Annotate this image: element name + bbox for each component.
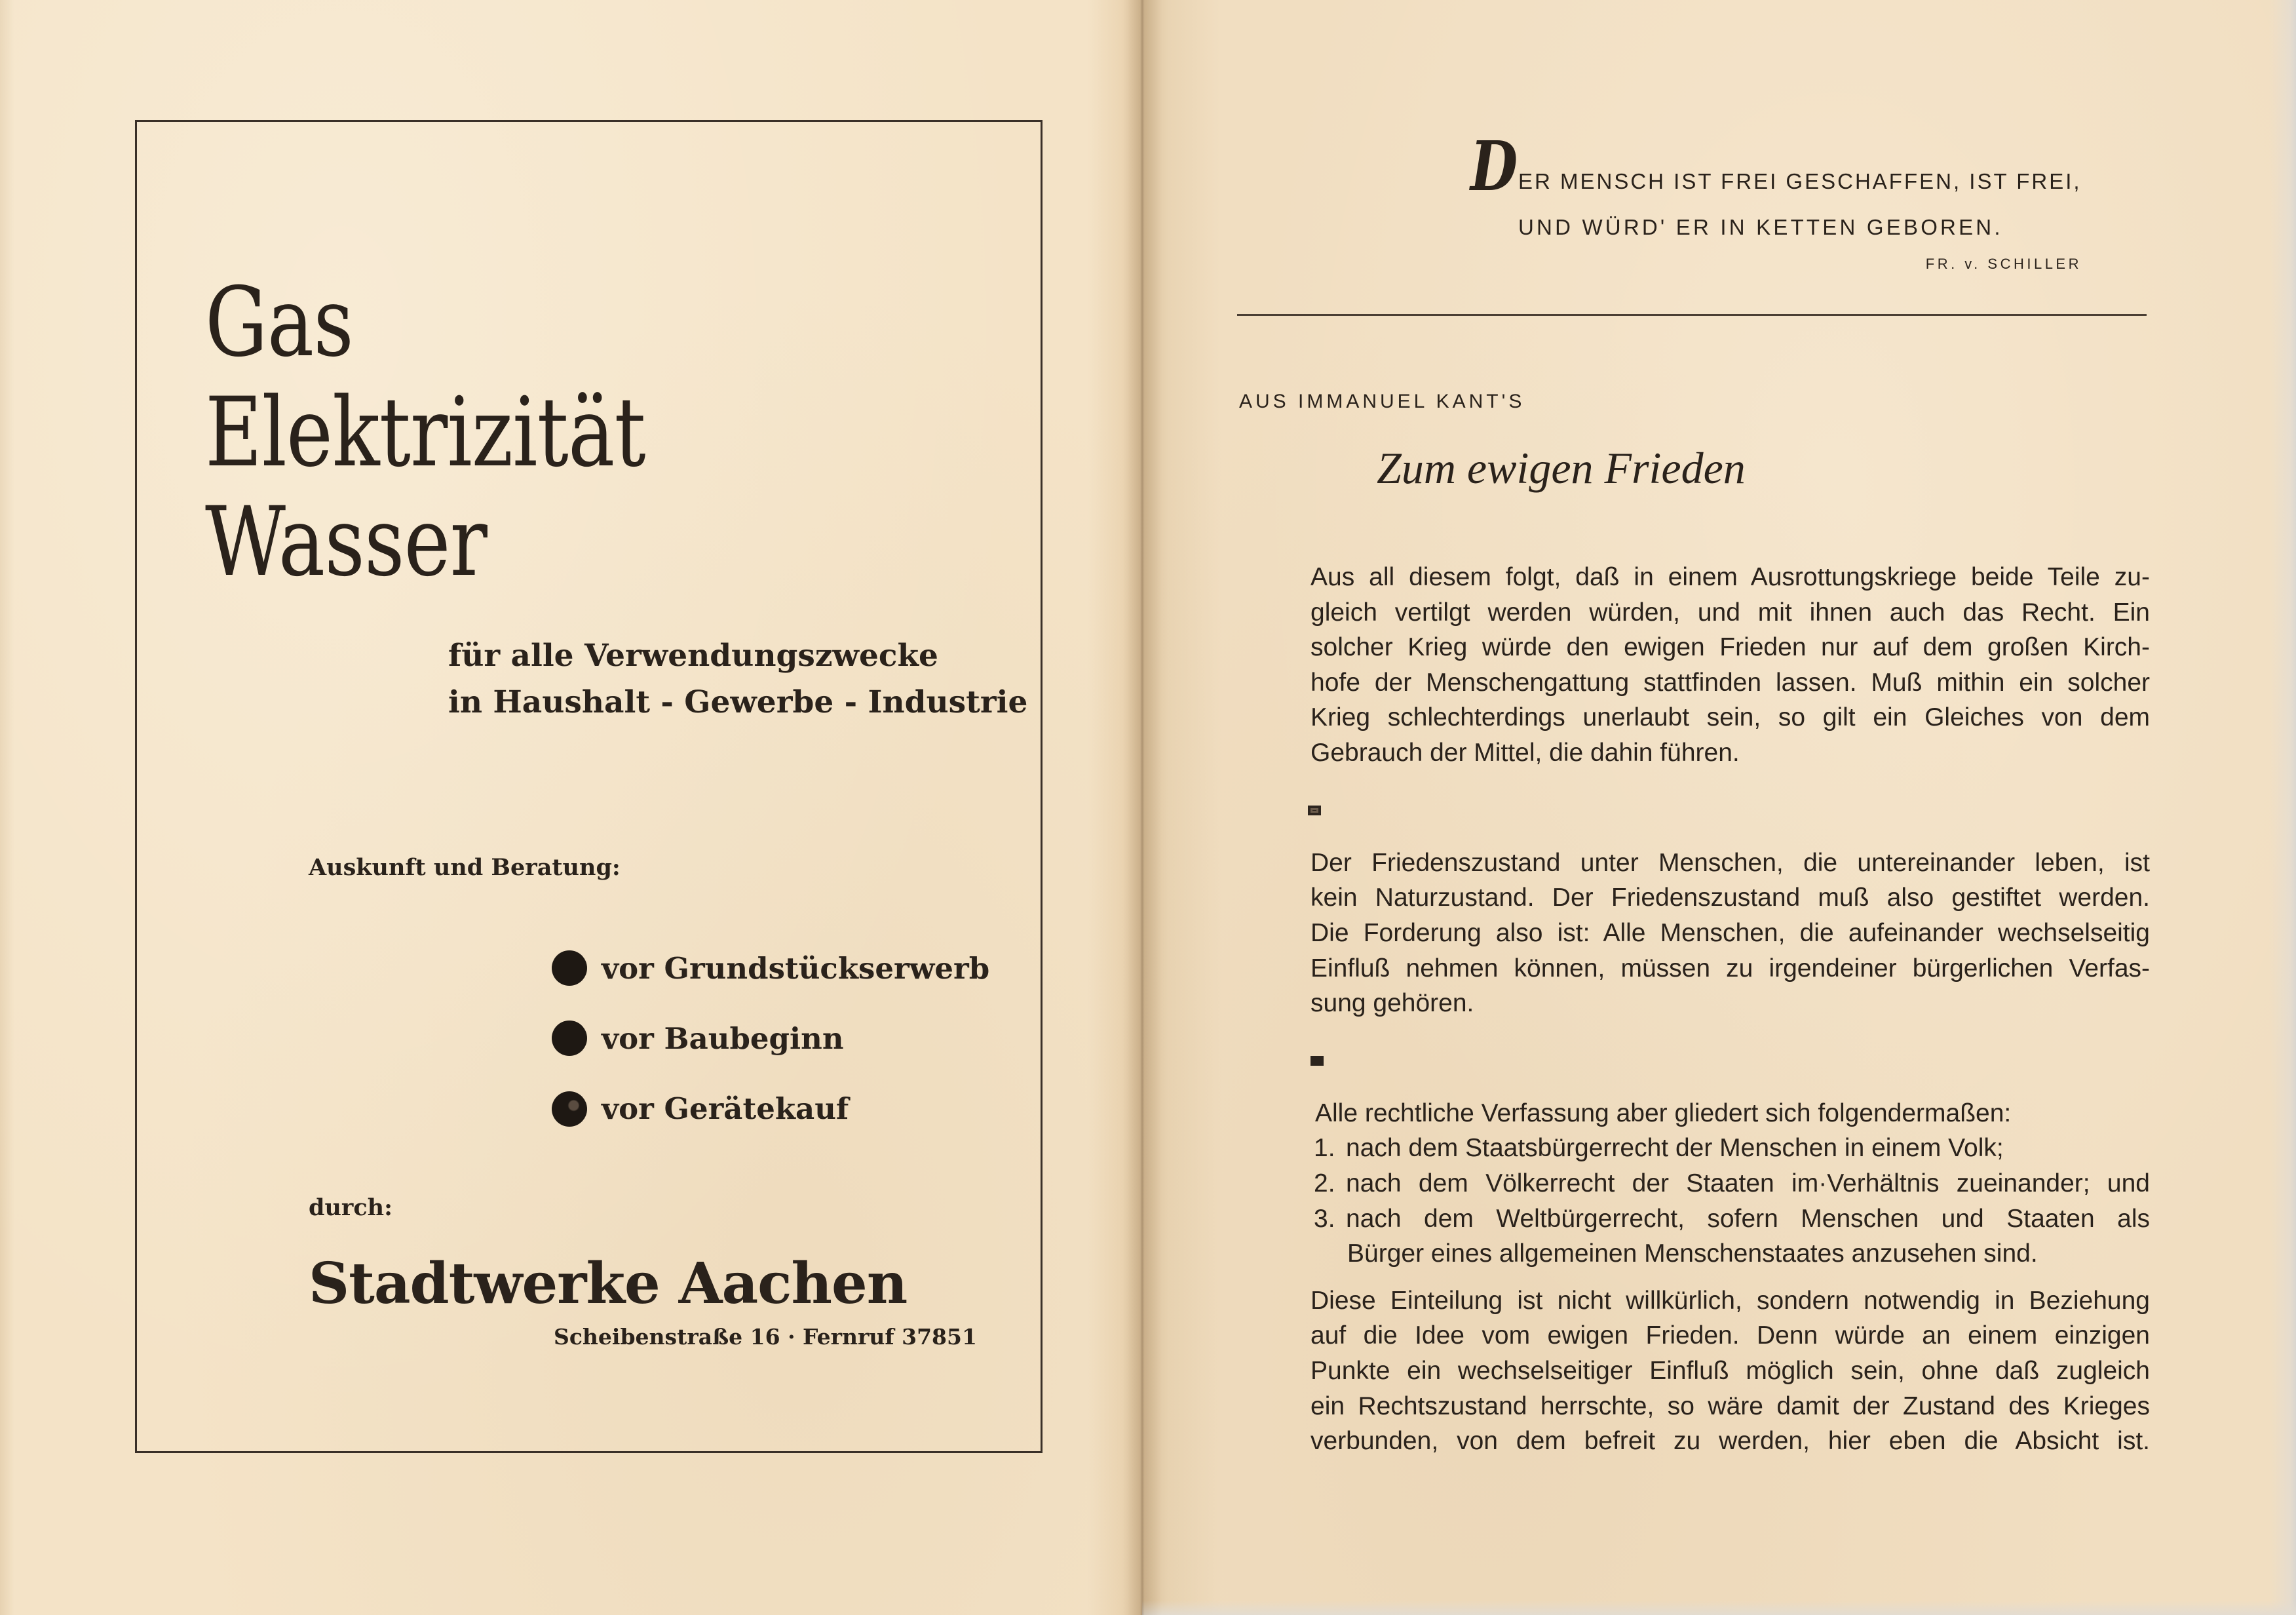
list-number: 3.: [1314, 1205, 1335, 1233]
text-line: gleich vertilgt werden würden, und mit ihnen auch das Recht. Ein: [1311, 598, 2150, 627]
left-page: [0, 0, 1142, 1615]
epigraph-line-1: ER MENSCH IST FREI GESCHAFFEN, IST FREI,: [1518, 169, 2082, 193]
advice-label: Auskunft und Beratung:: [309, 854, 621, 881]
article-title: Zum ewigen Frieden: [1377, 443, 1746, 493]
text-line: Punkte ein wechselseitiger Einfluß möglich sein, ohne daß zugleich: [1311, 1357, 2150, 1385]
text-line: hofe der Menschengattung stattfinden lassen. Muß mithin ein solcher: [1311, 669, 2150, 697]
list-number: 2.: [1314, 1169, 1335, 1197]
scan-bottom-edge: [1142, 1601, 2296, 1615]
by-label: durch:: [309, 1194, 393, 1221]
headline-gas: Gas: [205, 267, 353, 378]
text-line: Die Forderung also ist: Alle Menschen, die aufeinander wechselseitig: [1311, 919, 2150, 947]
headline-water: Wasser: [205, 486, 488, 598]
text-line: Einfluß nehmen können, müssen zu irgendeiner bürgerlichen Verfas-: [1311, 954, 2150, 983]
text-line: Krieg schlechterdings unerlaubt sein, so gilt ein Gleiches von dem: [1311, 703, 2150, 731]
list-item-text: Bürger eines allgemeinen Menschenstaates anzusehen sind.: [1347, 1239, 2038, 1268]
list-item-text: nach dem Staatsbürgerrecht der Menschen in einem Volk;: [1346, 1134, 2004, 1162]
text-line: Der Friedenszustand unter Menschen, die untereinander leben, ist: [1311, 849, 2150, 877]
purpose-line-1: für alle Verwendungszwecke: [448, 638, 938, 674]
list-item-text: nach dem Weltbürgerrecht, sofern Menschen und Staaten als: [1346, 1205, 2150, 1233]
text-line: Diese Einteilung ist nicht willkürlich, sondern notwendig in Beziehung: [1311, 1287, 2150, 1315]
text-line: Aus all diesem folgt, daß in einem Ausrottungskriege beide Teile zu-: [1311, 563, 2150, 591]
text-line: verbunden, von dem befreit zu werden, hier eben die Absicht ist.: [1311, 1427, 2150, 1455]
text-line: sung gehören.: [1311, 989, 1474, 1017]
advice-item-construction-start: vor Baubeginn: [602, 1021, 844, 1056]
horizontal-rule: [1237, 314, 2147, 316]
advice-item-property-purchase: vor Grundstückserwerb: [602, 951, 990, 986]
list-intro: Alle rechtliche Verfassung aber gliedert sich folgendermaßen:: [1315, 1099, 2012, 1127]
text-line: ein Rechtszustand herrschte, so wäre damit der Zustand des Krieges: [1311, 1392, 2150, 1420]
epigraph-initial-letter: D: [1470, 126, 1518, 206]
headline-electricity: Elektrizität: [205, 377, 645, 488]
section-divider-mark: [1308, 806, 1321, 815]
text-line: auf die Idee vom ewigen Frieden. Denn würde an einem einzigen: [1311, 1321, 2150, 1350]
company-address: Scheibenstraße 16 · Fernruf 37851: [554, 1324, 977, 1350]
advice-item-appliance-purchase: vor Gerätekauf: [602, 1091, 849, 1126]
text-line: kein Naturzustand. Der Friedenszustand muß also gestiftet werden.: [1311, 884, 2150, 912]
bullet-dot: [552, 1021, 587, 1056]
epigraph-line-2: UND WÜRD' ER IN KETTEN GEBOREN.: [1518, 215, 2003, 239]
center-fold-shadow: [1122, 0, 1162, 1615]
section-kicker: AUS IMMANUEL KANT'S: [1239, 391, 1525, 412]
bullet-dot: [552, 1091, 587, 1127]
list-item-text: nach dem Völkerrecht der Staaten im·Verhältnis zueinander; und: [1346, 1169, 2150, 1197]
list-number: 1.: [1314, 1134, 1335, 1162]
purpose-line-2: in Haushalt - Gewerbe - Industrie: [448, 684, 1028, 720]
bullet-dot: [552, 950, 587, 986]
text-line: Gebrauch der Mittel, die dahin führen.: [1311, 739, 1740, 767]
right-page: [1142, 0, 2296, 1615]
section-divider-mark: [1311, 1056, 1324, 1066]
company-name: Stadtwerke Aachen: [309, 1251, 908, 1317]
epigraph-author: FR. v. SCHILLER: [1925, 256, 2082, 272]
text-line: solcher Krieg würde den ewigen Frieden nur auf dem großen Kirch-: [1311, 633, 2150, 661]
